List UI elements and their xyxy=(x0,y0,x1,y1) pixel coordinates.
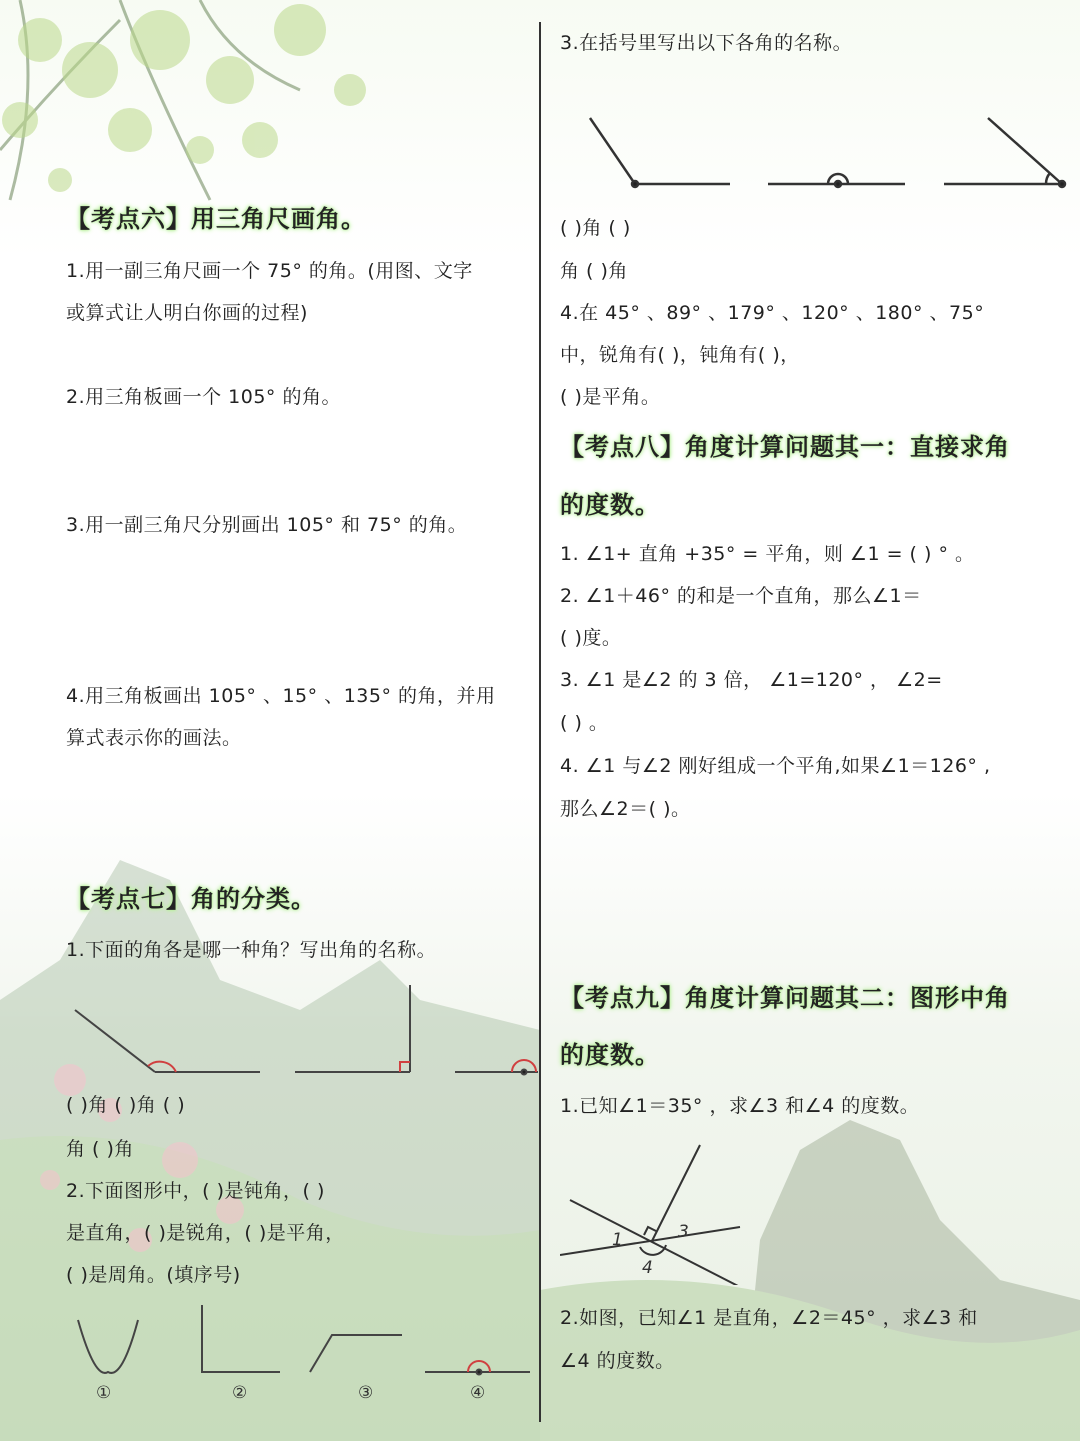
s9-q1: 1.已知∠1＝35° ，求∠3 和∠4 的度数。 xyxy=(560,1095,920,1117)
shape-3-figure xyxy=(310,1335,402,1372)
acute-angle-figure xyxy=(944,118,1065,187)
leaves-decoration xyxy=(2,4,366,192)
r-q3-answer-line2: 角 ( )角 xyxy=(560,260,628,282)
s9-q2-line2: ∠4 的度数。 xyxy=(560,1350,675,1372)
section6-title: 【考点六】用三角尺画角。 xyxy=(66,204,366,233)
obtuse-angle-figure-2 xyxy=(590,118,730,187)
s8-q3-line1: 3. ∠1 是∠2 的 3 倍， ∠1=120° ， ∠2= xyxy=(560,669,943,691)
s8-q2-line2: ( )度。 xyxy=(560,627,622,649)
shape-2-label: ② xyxy=(232,1383,248,1403)
angle-label-3: 3 xyxy=(678,1222,689,1242)
section9-title-line2: 的度数。 xyxy=(560,1040,660,1069)
obtuse-angle-figure xyxy=(75,1010,260,1072)
s6-q4-line1: 4.用三角板画出 105° 、15° 、135° 的角，并用 xyxy=(66,685,496,707)
s9-q2-line1: 2.如图，已知∠1 是直角，∠2＝45° ，求∠3 和 xyxy=(560,1307,978,1329)
column-divider xyxy=(539,22,541,1422)
ray-line xyxy=(652,1145,700,1241)
s7-q1-answer-line1: ( )角 ( )角 ( ) xyxy=(66,1094,186,1116)
shape-4-label: ④ xyxy=(470,1383,486,1403)
shape-1-figure xyxy=(78,1320,138,1373)
section8-title-line1: 【考点八】角度计算问题其一：直接求角 xyxy=(560,432,1010,461)
shape-2-figure xyxy=(202,1305,280,1372)
shape-1-label: ① xyxy=(96,1383,112,1403)
s6-q2: 2.用三角板画一个 105° 的角。 xyxy=(66,386,341,408)
right-angle-figure xyxy=(295,985,410,1072)
s7-q2-line1: 2.下面图形中，( )是钝角，( ) xyxy=(66,1180,325,1202)
diagonal-line xyxy=(570,1200,740,1285)
shape-3-label: ③ xyxy=(358,1383,374,1403)
s7-q2-line3: ( )是周角。(填序号) xyxy=(66,1264,241,1286)
r-q3-angle-figures xyxy=(560,110,1070,200)
s7-q1-answer-line2: 角 ( )角 xyxy=(66,1138,134,1160)
s7-q2-shape-figures xyxy=(60,1300,540,1410)
angle-label-4: 4 xyxy=(642,1258,653,1278)
section8-title-line2: 的度数。 xyxy=(560,490,660,519)
s7-q2-line2: 是直角，( )是锐角，( )是平角， xyxy=(66,1222,345,1244)
right-angle-mark xyxy=(644,1227,656,1235)
section7-title: 【考点七】角的分类。 xyxy=(66,884,316,913)
s6-q4-line2: 算式表示你的画法。 xyxy=(66,727,242,749)
s7-q1-angle-figures xyxy=(60,980,540,1080)
r-q3-title: 3.在括号里写出以下各角的名称。 xyxy=(560,32,853,54)
s7-q1: 1.下面的角各是哪一种角？写出角的名称。 xyxy=(66,939,437,961)
s6-q3: 3.用一副三角尺分别画出 105° 和 75° 的角。 xyxy=(66,514,468,536)
straight-angle-figure xyxy=(455,1060,538,1075)
section9-title-line1: 【考点九】角度计算问题其二：图形中角 xyxy=(560,983,1010,1012)
straight-angle-figure-2 xyxy=(768,174,905,187)
angle-label-1: 1 xyxy=(612,1230,623,1250)
s8-q4-line1: 4. ∠1 与∠2 刚好组成一个平角,如果∠1＝126° , xyxy=(560,755,991,777)
s6-q1-line2: 或算式让人明白你画的过程) xyxy=(66,302,308,324)
s8-q2-line1: 2. ∠1＋46° 的和是一个直角，那么∠1＝ xyxy=(560,585,922,607)
r-q3-answer-line1: ( )角 ( ) xyxy=(560,217,631,239)
r-q4-line2: 中，锐角有( )，钝角有( )， xyxy=(560,344,800,366)
s6-q1-line1: 1.用一副三角尺画一个 75° 的角。(用图、文字 xyxy=(66,260,473,282)
s9-intersecting-lines-figure xyxy=(560,1135,760,1285)
r-q4-line3: ( )是平角。 xyxy=(560,386,661,408)
s8-q1: 1. ∠1+ 直角 +35° = 平角，则 ∠1 = ( ) ° 。 xyxy=(560,543,975,565)
s8-q3-line2: ( ) 。 xyxy=(560,712,609,734)
s8-q4-line2: 那么∠2＝( )。 xyxy=(560,798,691,820)
r-q4-line1: 4.在 45° 、89° 、179° 、120° 、180° 、75° xyxy=(560,302,985,324)
